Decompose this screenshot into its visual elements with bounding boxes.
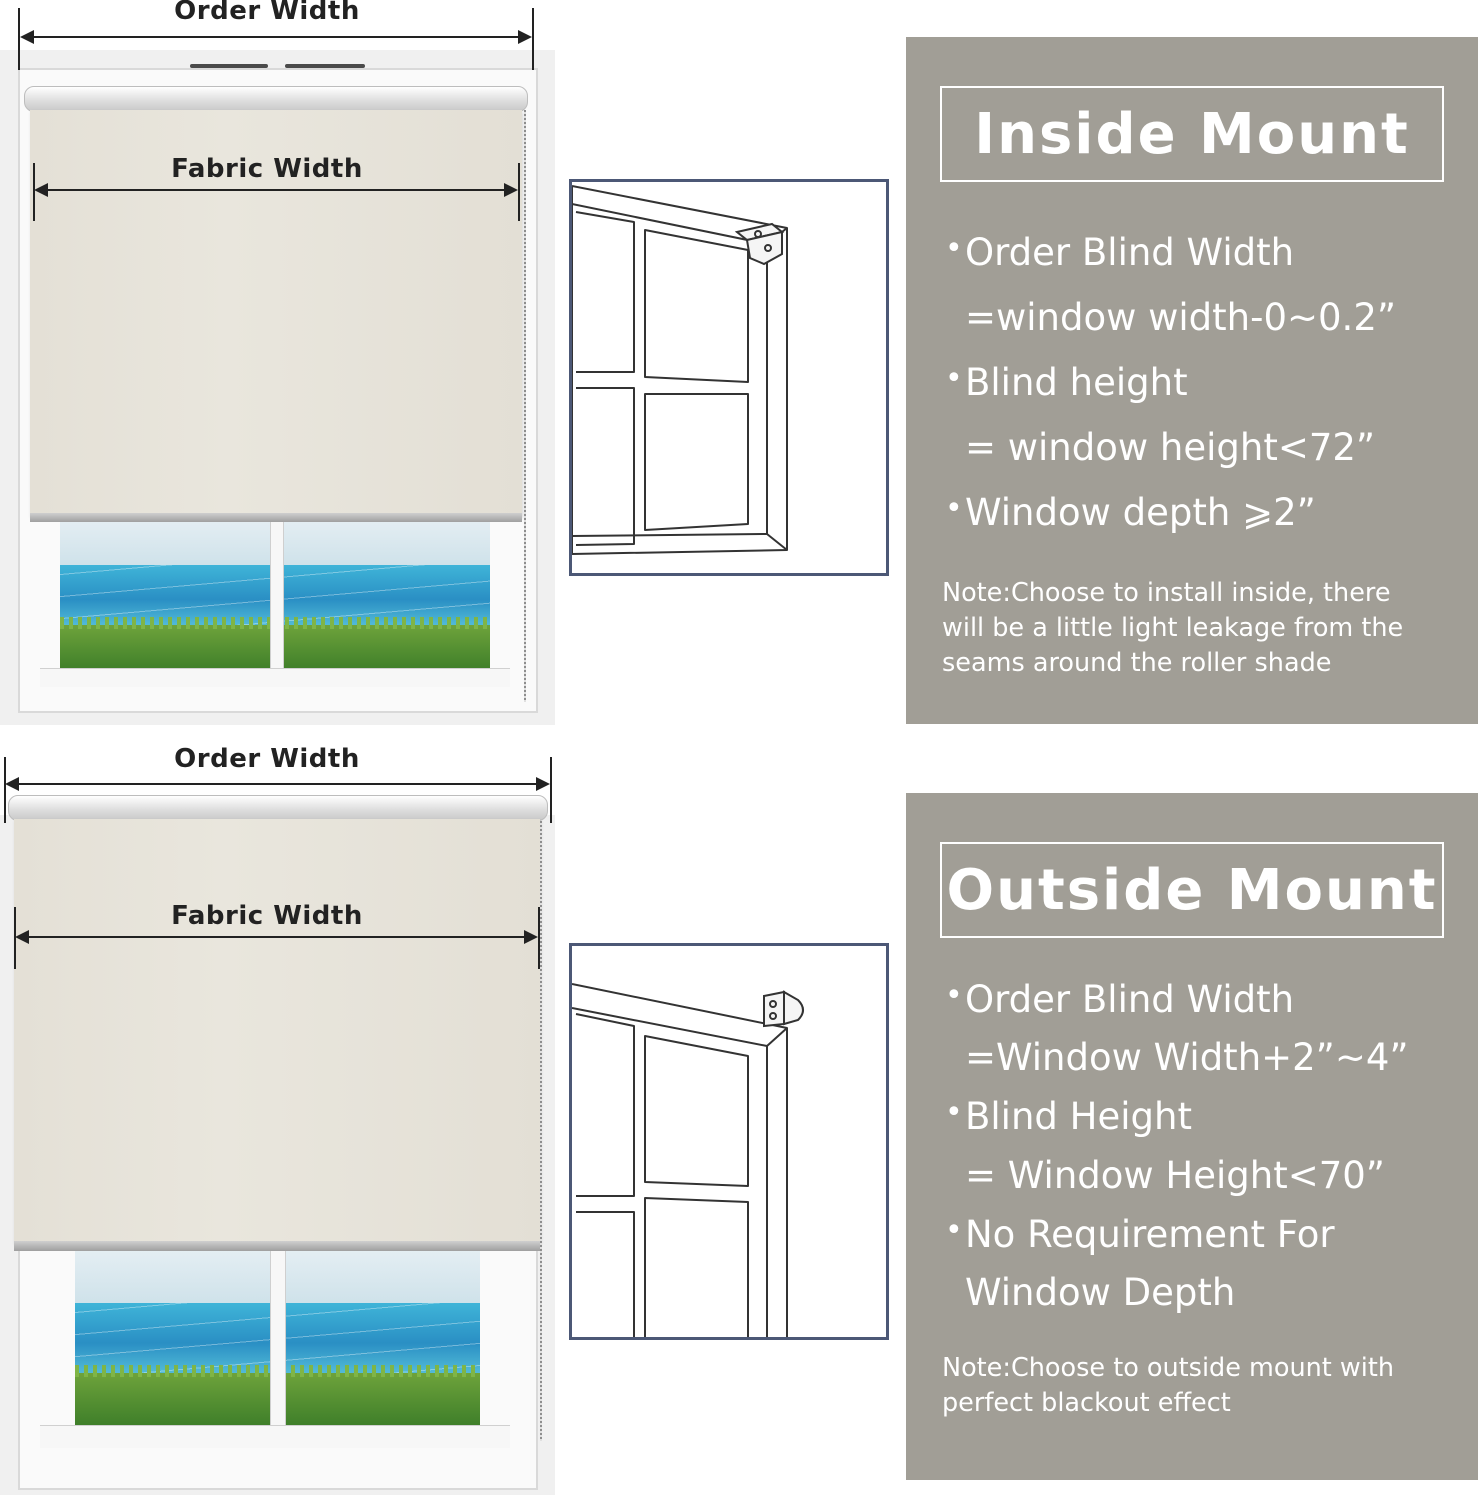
outside-mount-diagram [569,943,889,1340]
inside-mount-section [0,0,1480,745]
bullet-dot-icon: • [945,361,963,396]
bullet-text: Window depth ⩾2” [965,491,1316,534]
bottom-bar [14,1241,540,1251]
bullet-dot-icon: • [945,1213,963,1248]
inside-mount-note: Note:Choose to install inside, there will be a little light leakage from the seams around the roller shade [942,578,1404,678]
bullet-blind-height [945,1095,1192,1138]
bottom-bar [30,513,522,522]
dimension-tick [532,8,534,70]
inside-mount-photo [0,0,555,725]
bullet-continuation: =Window Width+2”~4” [965,1036,1409,1079]
bullet-dot-icon: • [945,491,963,526]
bullet-window-depth [945,491,1316,534]
window-mullion [270,1250,286,1425]
outside-mount-note: Note:Choose to outside mount with perfect blackout effect [942,1353,1394,1418]
window-frame-drawing [572,946,886,1337]
outside-mount-title: Outside Mount [940,842,1444,938]
bullet-blind-height [945,361,1188,404]
order-width-label: Order Width [174,0,360,26]
pull-chain [540,821,542,1441]
bullet-order-blind-width [945,978,1295,1021]
inside-mount-diagram [569,179,889,576]
inside-mount-title: Inside Mount [940,86,1444,182]
bullet-continuation: Window Depth [965,1271,1236,1314]
fabric-width-arrow [36,189,516,191]
roller-tube [24,86,528,112]
inside-mount-panel [906,37,1478,724]
bullet-text: Order Blind Width [965,978,1295,1021]
bullet-order-blind-width [945,231,1295,274]
blind-fabric [14,819,540,1243]
order-width-arrow [7,783,548,785]
order-width-arrow [22,36,530,38]
roller-tube [8,795,548,821]
dimension-tick [518,163,520,221]
dimension-tick [550,757,552,823]
top-slot [285,64,365,68]
pull-chain [524,110,526,702]
window-frame-drawing [572,182,886,573]
fabric-width-arrow [17,936,536,938]
outside-mount-section [0,745,1480,1500]
bullet-window-depth [945,1213,1335,1256]
bullet-dot-icon: • [945,978,963,1013]
bullet-continuation: = window height<72” [965,426,1376,469]
bullet-text: Blind height [965,361,1188,404]
bullet-text: Order Blind Width [965,231,1295,274]
bracket-inside-frame-icon [737,224,782,264]
order-width-label: Order Width [174,744,360,774]
bullet-text: No Requirement For [965,1213,1335,1256]
outside-mount-panel [906,793,1478,1480]
outside-mount-photo [0,745,555,1500]
bullet-continuation: =window width-0~0.2” [965,296,1397,339]
fabric-width-label: Fabric Width [171,901,363,931]
dimension-tick [538,907,540,969]
window-mullion [270,520,284,670]
window-sill [40,1425,510,1448]
fabric-width-label: Fabric Width [171,154,363,184]
bullet-dot-icon: • [945,1095,963,1130]
bullet-text: Blind Height [965,1095,1192,1138]
bracket-above-frame-icon [764,992,803,1026]
bullet-dot-icon: • [945,231,963,266]
window-sill [40,668,510,687]
top-slot [190,64,268,68]
bullet-continuation: = Window Height<70” [965,1154,1385,1197]
